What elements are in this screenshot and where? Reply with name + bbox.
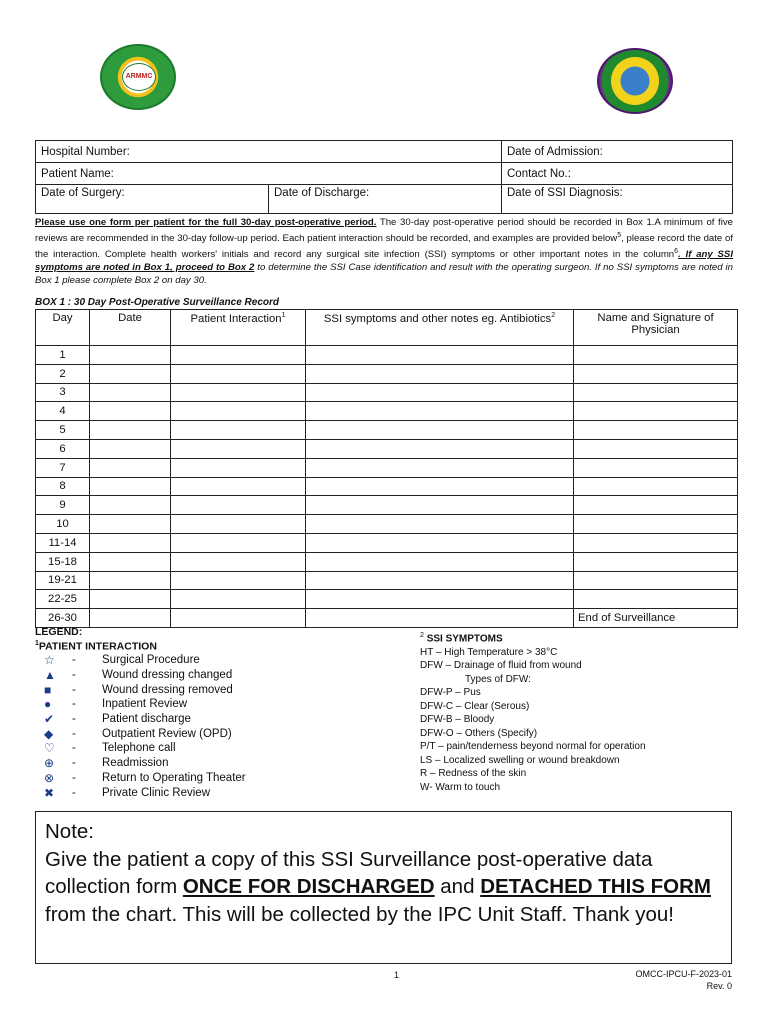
note-box	[35, 811, 732, 964]
cell-day: 9	[36, 496, 90, 515]
note-bold2: DETACHED THIS FORM	[480, 875, 711, 898]
cell-physician[interactable]	[574, 421, 738, 440]
circle-icon: ●	[44, 697, 52, 712]
instructions-sup1: 5	[617, 232, 622, 239]
cell-physician[interactable]	[574, 346, 738, 365]
legend-dash: -	[72, 713, 76, 726]
cell-day: 6	[36, 439, 90, 458]
instructions-box-note: . If any SSI symptoms are noted in Box 1, proceed to Box 2	[35, 249, 733, 274]
table-row	[36, 439, 738, 458]
list-item	[44, 726, 246, 741]
cell-ssi-notes[interactable]	[306, 458, 574, 477]
patient-interaction-legend	[44, 653, 246, 800]
list-item	[44, 756, 246, 771]
cell-date[interactable]	[90, 421, 171, 440]
legend-label: Readmission	[102, 757, 169, 770]
cell-ssi-notes[interactable]	[306, 609, 574, 628]
legend-label: Inpatient Review	[102, 698, 188, 711]
cell-date[interactable]	[90, 364, 171, 383]
cell-interaction[interactable]	[171, 364, 306, 383]
note-text1: Give the patient a copy of this SSI Surveillance post-operative data collection form	[45, 847, 653, 898]
cell-date[interactable]	[90, 458, 171, 477]
cell-ssi-notes[interactable]	[306, 496, 574, 515]
list-item	[44, 712, 246, 727]
table-row	[36, 609, 738, 628]
header-physician: Name and Signature of Physician	[574, 310, 738, 346]
legend-dash: -	[72, 698, 76, 711]
list-item	[44, 668, 246, 683]
crossed-circle-icon: ⊕	[44, 756, 55, 771]
cell-date[interactable]	[90, 590, 171, 609]
cell-physician[interactable]	[574, 515, 738, 534]
table-row	[36, 496, 738, 515]
ssi-symptom-line: DFW – Drainage of fluid from wound	[420, 660, 582, 672]
table-row	[36, 364, 738, 383]
date-of-surgery-field[interactable]: Date of Surgery:	[36, 185, 269, 214]
ssi-symptom-line: DFW-P – Pus	[420, 687, 481, 699]
legend-label: Telephone call	[102, 742, 176, 755]
heart-icon: ♡	[44, 741, 55, 756]
cell-interaction[interactable]	[171, 496, 306, 515]
ssi-symptom-line: DFW-B – Bloody	[420, 714, 495, 726]
patient-name-field[interactable]: Patient Name:	[36, 163, 502, 185]
header-patient-interaction: Patient Interaction$^1$	[171, 310, 306, 346]
cell-interaction[interactable]	[171, 609, 306, 628]
cell-ssi-notes[interactable]	[306, 383, 574, 402]
cell-interaction[interactable]	[171, 571, 306, 590]
cell-interaction[interactable]	[171, 590, 306, 609]
cell-date[interactable]	[90, 609, 171, 628]
ssi-symptom-line: LS – Localized swelling or wound breakdown	[420, 754, 620, 766]
square-icon: ■	[44, 682, 52, 697]
cell-day: 5	[36, 421, 90, 440]
contact-no-field[interactable]: Contact No.:	[502, 163, 733, 185]
cell-ssi-notes[interactable]	[306, 515, 574, 534]
check-icon: ✔	[44, 712, 55, 727]
cell-date[interactable]	[90, 515, 171, 534]
table-row	[36, 383, 738, 402]
x-circle-icon: ⊗	[44, 770, 55, 785]
legend-title: LEGEND:	[35, 626, 83, 638]
cell-physician[interactable]	[574, 364, 738, 383]
cell-day: 7	[36, 458, 90, 477]
cell-physician[interactable]	[574, 496, 738, 515]
cell-ssi-notes[interactable]	[306, 364, 574, 383]
cell-ssi-notes[interactable]	[306, 402, 574, 421]
header-ssi-notes: SSI symptoms and other notes eg. Antibiotics$^2$	[306, 310, 574, 346]
cell-date[interactable]	[90, 533, 171, 552]
cell-day: 8	[36, 477, 90, 496]
surveillance-header-row	[36, 310, 738, 346]
list-item	[44, 697, 246, 712]
diamond-icon: ◆	[44, 726, 54, 741]
cell-interaction[interactable]	[171, 383, 306, 402]
cell-day: 26-30	[36, 609, 90, 628]
date-of-discharge-field[interactable]: Date of Discharge:	[269, 185, 502, 214]
header-date: Date	[90, 310, 171, 346]
note-text3: from the chart. This will be collected by the IPC Unit Staff. Thank you!	[45, 902, 674, 926]
form-code: OMCC-IPCU-F-2023-01 Rev. 0	[635, 969, 732, 991]
cell-physician[interactable]	[574, 571, 738, 590]
cell-ssi-notes[interactable]	[306, 533, 574, 552]
instructions-lead: Please use one form per patient for the full 30-day post-operative period.	[35, 217, 377, 228]
cell-interaction[interactable]	[171, 421, 306, 440]
x-icon: ✖	[44, 785, 55, 800]
table-row	[36, 533, 738, 552]
instructions-part2: , please record the date of the interaction. Complete health workers' initials and record any surgical site infection (SSI) symptoms or other important notes in the column	[35, 233, 733, 261]
triangle-icon: ▲	[44, 668, 56, 683]
table-row	[36, 477, 738, 496]
ssi-symptom-line: P/T – pain/tenderness beyond normal for operation	[420, 741, 646, 753]
legend-dash: -	[72, 683, 76, 696]
legend-label: Return to Operating Theater	[102, 771, 246, 784]
instructions-paragraph	[35, 216, 733, 287]
cell-date[interactable]	[90, 496, 171, 515]
hospital-logo-left	[100, 44, 176, 110]
date-of-admission-field[interactable]: Date of Admission:	[502, 141, 733, 163]
ssi-symptoms-title: $^2$ SSI SYMPTOMS	[420, 632, 503, 645]
instructions-sup2: 6	[674, 248, 679, 256]
cell-day: 11-14	[36, 533, 90, 552]
cell-interaction[interactable]	[171, 552, 306, 571]
ssi-symptom-line: DFW-O – Others (Specify)	[420, 727, 538, 739]
table-row	[36, 402, 738, 421]
legend-dash: -	[72, 669, 76, 682]
cell-interaction[interactable]	[171, 515, 306, 534]
cell-interaction[interactable]	[171, 402, 306, 421]
legend-dash: -	[72, 654, 76, 667]
note-bold1: ONCE FOR DISCHARGED	[182, 875, 435, 898]
cell-day: 15-18	[36, 552, 90, 571]
legend-label: Wound dressing changed	[102, 669, 233, 682]
cell-day: 4	[36, 402, 90, 421]
cell-interaction[interactable]	[171, 439, 306, 458]
cell-interaction[interactable]	[171, 346, 306, 365]
legend-label: Patient discharge	[102, 713, 191, 726]
table-row	[36, 346, 738, 365]
ssi-symptom-line: W- Warm to touch	[420, 781, 501, 793]
instructions-tail: to determine the SSI Case identification and result with the operating surgeon. If no SSI symptoms are noted in Box 1 please complete Box 2 on day 30.	[35, 262, 733, 287]
cell-date[interactable]	[90, 383, 171, 402]
table-row	[36, 552, 738, 571]
cell-date[interactable]	[90, 477, 171, 496]
cell-ssi-notes[interactable]	[306, 421, 574, 440]
cell-day: 22-25	[36, 590, 90, 609]
cell-physician[interactable]	[574, 458, 738, 477]
legend-label: Wound dressing removed	[102, 683, 233, 696]
cell-ssi-notes[interactable]	[306, 439, 574, 458]
cell-day: 3	[36, 383, 90, 402]
list-item	[44, 771, 246, 786]
date-of-ssi-diagnosis-field[interactable]: Date of SSI Diagnosis:	[502, 185, 733, 214]
ssi-symptom-line: HT – High Temperature > 38°C	[420, 646, 558, 658]
department-logo-right	[597, 48, 673, 114]
legend-label: Outpatient Review (OPD)	[102, 727, 232, 740]
cell-date[interactable]	[90, 402, 171, 421]
legend-label: Surgical Procedure	[102, 654, 200, 667]
cell-ssi-notes[interactable]	[306, 571, 574, 590]
note-heading: Note:	[45, 820, 94, 843]
box1-title: BOX 1 : 30 Day Post-Operative Surveillance Record	[35, 297, 279, 308]
cell-day: 1	[36, 346, 90, 365]
cell-date[interactable]	[90, 571, 171, 590]
ssi-symptom-line: Types of DFW:	[465, 673, 531, 685]
cell-ssi-notes[interactable]	[306, 477, 574, 496]
cell-date[interactable]	[90, 552, 171, 571]
star-icon: ☆	[44, 653, 55, 668]
cell-ssi-notes[interactable]	[306, 552, 574, 571]
legend-dash: -	[72, 771, 76, 784]
hospital-number-field[interactable]: Hospital Number:	[36, 141, 502, 163]
legend-label: Private Clinic Review	[102, 786, 211, 799]
ssi-symptom-line: R – Redness of the skin	[420, 768, 527, 780]
table-row	[36, 458, 738, 477]
cell-interaction[interactable]	[171, 477, 306, 496]
cell-interaction[interactable]	[171, 533, 306, 552]
page-number: 1	[394, 970, 400, 980]
cell-ssi-notes[interactable]	[306, 590, 574, 609]
surveillance-record-table	[35, 309, 738, 628]
ssi-symptoms-legend	[420, 629, 646, 794]
legend-dash: -	[72, 727, 76, 740]
table-row	[36, 590, 738, 609]
legend-dash: -	[72, 786, 76, 799]
cell-physician[interactable]	[574, 402, 738, 421]
legend-dash: -	[72, 757, 76, 770]
list-item	[44, 741, 246, 756]
cell-physician[interactable]	[574, 552, 738, 571]
cell-physician[interactable]	[574, 477, 738, 496]
cell-day: 19-21	[36, 571, 90, 590]
list-item	[44, 785, 246, 800]
cell-physician[interactable]	[574, 533, 738, 552]
cell-date[interactable]	[90, 439, 171, 458]
cell-date[interactable]	[90, 346, 171, 365]
table-row	[36, 571, 738, 590]
cell-physician[interactable]	[574, 439, 738, 458]
table-row	[36, 421, 738, 440]
ssi-symptom-line: DFW-C – Clear (Serous)	[420, 700, 530, 712]
cell-physician[interactable]: End of Surveillance	[574, 609, 738, 628]
header-day: Day	[36, 310, 90, 346]
cell-interaction[interactable]	[171, 458, 306, 477]
cell-physician[interactable]	[574, 590, 738, 609]
hospital-logo-left-text: ARMMC	[122, 63, 156, 91]
legend-dash: -	[72, 742, 76, 755]
cell-day: 10	[36, 515, 90, 534]
list-item	[44, 682, 246, 697]
cell-day: 2	[36, 364, 90, 383]
note-text2: and	[434, 875, 481, 898]
cell-ssi-notes[interactable]	[306, 346, 574, 365]
patient-interaction-title: $^1$PATIENT INTERACTION	[35, 640, 157, 653]
cell-physician[interactable]	[574, 383, 738, 402]
patient-info-table	[35, 140, 733, 214]
table-row	[36, 515, 738, 534]
instructions-part1: The 30-day post-operative period should be recorded in Box 1.A minimum of five reviews are recommended in the 30-day follow-up period. Each patient interaction should be recorded, and examples are provided below	[35, 217, 733, 245]
list-item	[44, 653, 246, 668]
